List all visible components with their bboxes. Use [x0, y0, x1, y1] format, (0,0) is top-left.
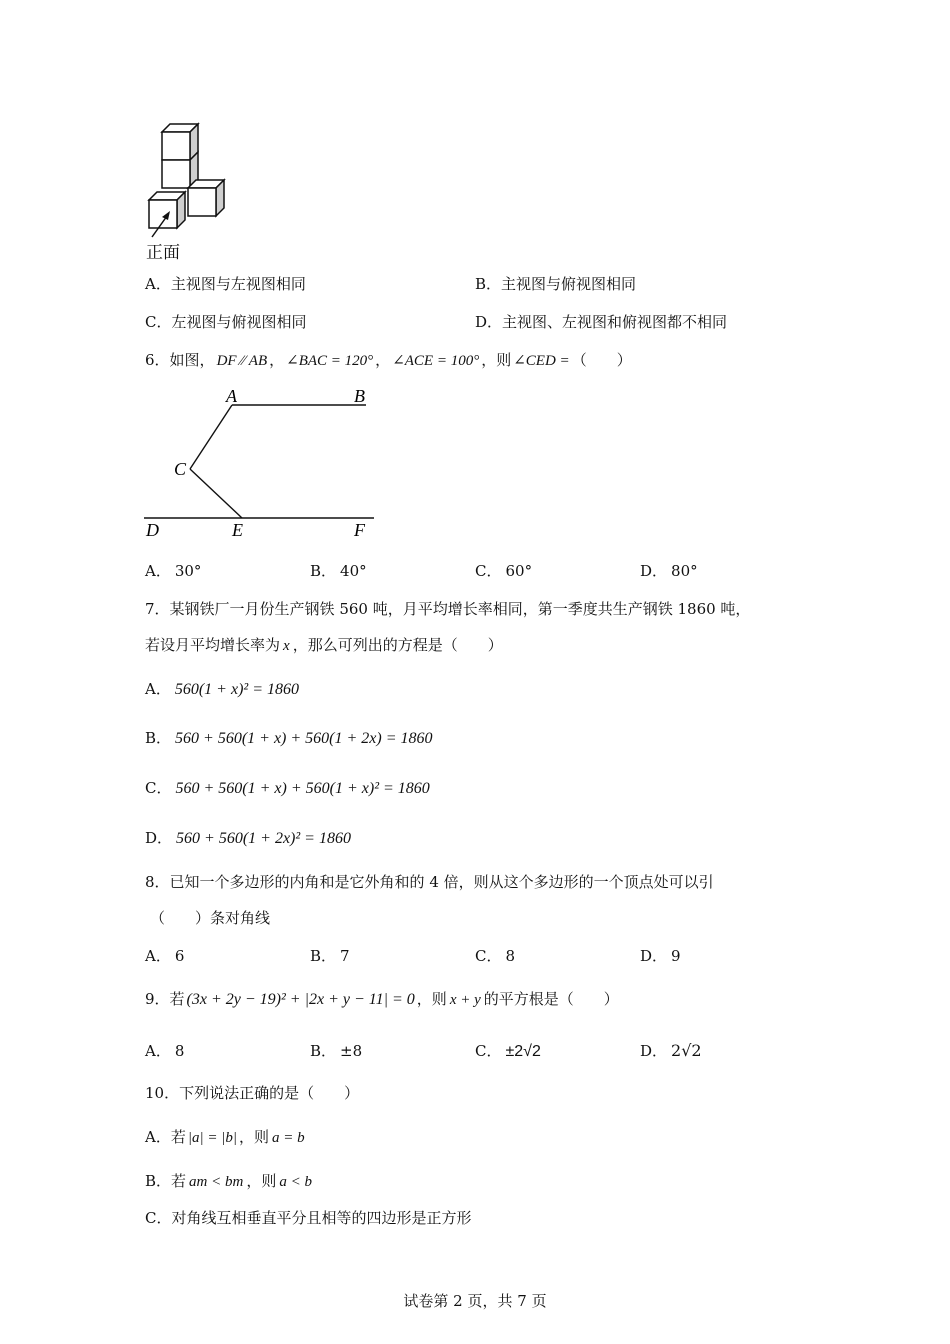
option-pre: 若: [170, 1128, 186, 1146]
option-text: 2√2: [671, 1041, 702, 1060]
option-text: 60°: [505, 562, 533, 580]
q5-option-c[interactable]: [145, 311, 307, 332]
option-text: 560 + 560(1 + x) + 560(1 + x)² = 1860: [175, 780, 430, 797]
option-label: B．: [310, 947, 337, 965]
q6-target: ∠CED =: [513, 353, 570, 369]
q8-option-d[interactable]: [640, 945, 681, 966]
q5-option-a[interactable]: [145, 273, 306, 294]
q9-suffix: 的平方根是（ ）: [483, 990, 619, 1008]
q8-stem-line1: 8．已知一个多边形的内角和是它外角和的 4 倍，则从这个多边形的一个顶点处可以引: [145, 873, 714, 891]
option-label: C．: [475, 562, 502, 580]
q7-line2-a: 若设月平均增长率为: [145, 636, 281, 654]
option-label: A．: [145, 1128, 171, 1146]
q6-option-b[interactable]: [310, 560, 367, 581]
option-text: 9: [671, 947, 681, 965]
point-f-label: F: [354, 520, 365, 540]
option-text: 30°: [174, 562, 202, 580]
option-label: D．: [640, 1042, 668, 1060]
q7-option-b[interactable]: [145, 727, 433, 748]
option-label: C．: [145, 1209, 172, 1227]
q9-option-b[interactable]: [310, 1040, 362, 1061]
point-c-label: C: [174, 459, 187, 479]
option-result: a < b: [279, 1174, 312, 1190]
q7-variable: x: [283, 638, 290, 654]
q6-parallel: DF ⁄⁄ AB: [216, 353, 268, 369]
option-label: C．: [475, 1042, 502, 1060]
q7-option-a[interactable]: [145, 678, 299, 699]
option-text: 左视图与俯视图相同: [171, 313, 307, 331]
q10-option-a[interactable]: [145, 1126, 305, 1147]
option-mid: ，则: [238, 1128, 269, 1146]
q6-angle1: ∠BAC = 120°: [286, 353, 374, 369]
option-text: 80°: [671, 562, 698, 580]
point-e-label: E: [232, 520, 243, 540]
option-text: 560(1 + x)² = 1860: [174, 681, 299, 698]
option-label: D．: [475, 313, 503, 331]
option-label: A．: [145, 275, 171, 293]
q10-stem: 10．下列说法正确的是（ ）: [145, 1084, 360, 1102]
point-d-label: D: [146, 520, 159, 540]
point-a-label: A: [226, 386, 237, 406]
q10-option-b[interactable]: [145, 1170, 312, 1191]
q9-option-d[interactable]: [640, 1040, 702, 1061]
option-label: B．: [145, 729, 172, 747]
option-label: D．: [640, 562, 668, 580]
q6-suffix1: ，则: [481, 351, 512, 369]
option-expr: am < bm: [189, 1174, 244, 1190]
q7-line2-b: ，那么可列出的方程是（ ）: [292, 636, 503, 654]
q9-variable: x + y: [449, 992, 481, 1008]
option-label: B．: [145, 1172, 172, 1190]
q5-option-d[interactable]: [475, 311, 727, 332]
option-text: 7: [340, 947, 350, 965]
q6-sep1: ，: [269, 351, 285, 369]
q8-option-a[interactable]: [145, 945, 184, 966]
q6-stem: [145, 349, 632, 370]
option-text: 560 + 560(1 + 2x)² = 1860: [176, 830, 351, 847]
q6-angle2: ∠ACE = 100°: [392, 353, 480, 369]
option-label: A．: [145, 947, 171, 965]
q6-sep2: ，: [375, 351, 391, 369]
page-footer: 试卷第 2 页，共 7 页: [403, 1292, 547, 1310]
q10-option-c[interactable]: [145, 1207, 472, 1228]
q6-diagram: [140, 385, 380, 545]
q8-option-b[interactable]: [310, 945, 350, 966]
option-text: 560 + 560(1 + x) + 560(1 + 2x) = 1860: [175, 730, 433, 747]
q8-option-c[interactable]: [475, 945, 515, 966]
q9-mid: ，则: [416, 990, 447, 1008]
q5-option-b[interactable]: [475, 273, 636, 294]
option-label: A．: [145, 680, 171, 698]
option-text: 对角线互相垂直平分且相等的四边形是正方形: [171, 1209, 472, 1227]
option-text: 主视图与俯视图相同: [501, 275, 637, 293]
option-pre: 若: [171, 1172, 187, 1190]
option-text: ±2√2: [505, 1043, 541, 1060]
option-label: A．: [145, 1042, 171, 1060]
option-label: D．: [640, 947, 668, 965]
q6-number: 6．: [145, 351, 170, 369]
q7-option-d[interactable]: [145, 827, 351, 848]
point-b-label: B: [354, 386, 365, 406]
option-text: 主视图、左视图和俯视图都不相同: [502, 313, 728, 331]
option-text: ±8: [340, 1042, 363, 1060]
front-label: 正面: [146, 243, 180, 263]
q6-option-a[interactable]: [145, 560, 201, 581]
q9-option-a[interactable]: [145, 1040, 184, 1061]
q9-expression: (3x + 2y − 19)² + |2x + y − 11| = 0: [186, 991, 415, 1008]
option-text: 6: [174, 947, 185, 965]
option-label: B．: [310, 562, 337, 580]
option-label: A．: [145, 562, 171, 580]
q7-option-c[interactable]: [145, 777, 430, 798]
q9-option-c[interactable]: [475, 1040, 541, 1061]
option-text: 8: [505, 947, 516, 965]
cube-figure: [140, 118, 250, 238]
q6-option-d[interactable]: [640, 560, 698, 581]
q6-option-c[interactable]: [475, 560, 532, 581]
option-text: 主视图与左视图相同: [170, 275, 306, 293]
option-mid: ，则: [246, 1172, 277, 1190]
option-label: C．: [145, 779, 172, 797]
option-label: B．: [310, 1042, 337, 1060]
q9-stem: [145, 988, 619, 1009]
option-result: a = b: [272, 1130, 305, 1146]
option-expr: |a| = |b|: [187, 1130, 237, 1146]
option-label: C．: [475, 947, 502, 965]
q7-stem-line1: 7．某钢铁厂一月份生产钢铁 560 吨，月平均增长率相同，第一季度共生产钢铁 1860 吨，: [145, 600, 751, 618]
q8-stem-line2: （ ）条对角线: [150, 909, 271, 927]
option-label: B．: [475, 275, 502, 293]
option-text: 40°: [340, 562, 367, 580]
option-label: C．: [145, 313, 172, 331]
q7-stem-line2: [145, 634, 503, 655]
option-text: 8: [174, 1042, 185, 1060]
q9-prefix: 9．若: [145, 990, 185, 1008]
option-label: D．: [145, 829, 173, 847]
q6-prefix: 如图，: [169, 351, 215, 369]
q6-suffix2: （ ）: [571, 351, 632, 369]
